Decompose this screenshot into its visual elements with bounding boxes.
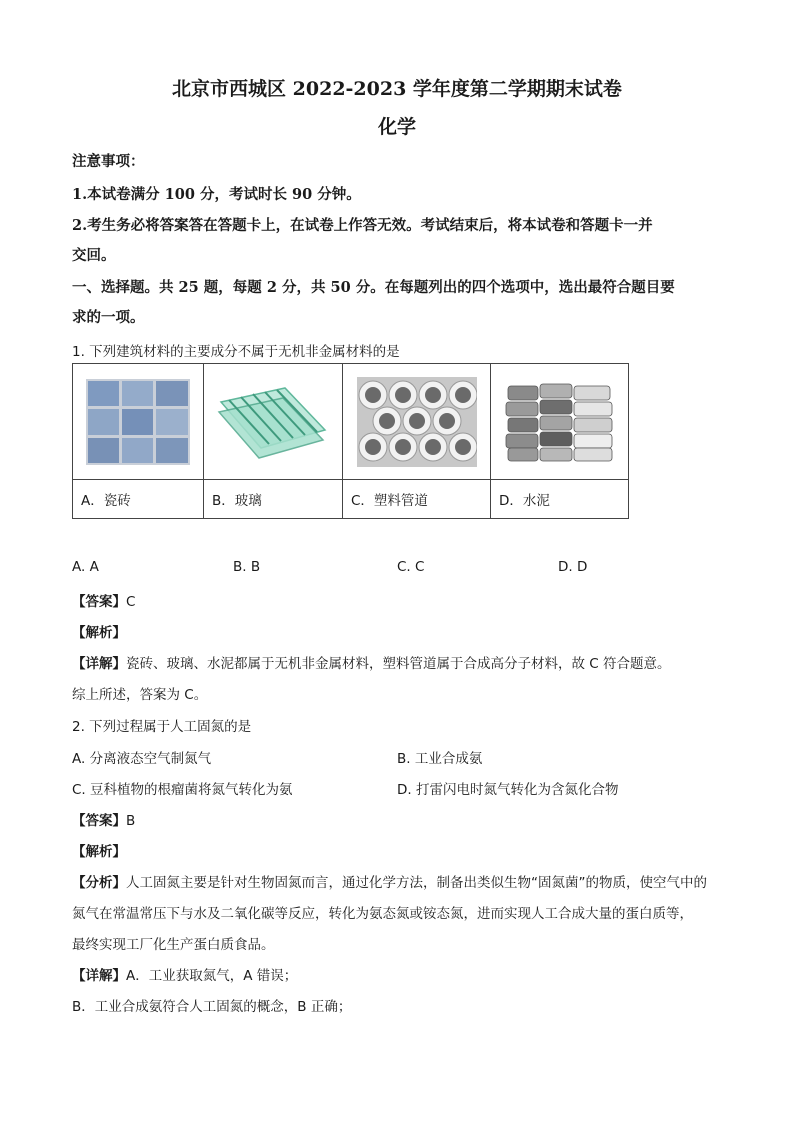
detail-text: A．工业获取氮气，A 错误；	[126, 968, 298, 984]
q2-analysis-heading	[72, 840, 126, 860]
q1-summary: 综上所述，答案为 C。	[72, 687, 208, 703]
glass-image-cell	[204, 364, 343, 480]
q1-option-d: D. D	[558, 559, 588, 575]
q2-analysis-line-2: 氮气在常温常压下与水及二氧化碳等反应，转化为氨态氮或铵态氮，进而实现人工合成大量的蛋白质等，	[72, 906, 693, 922]
q2-option-c: C. 豆科植物的根瘤菌将氮气转化为氨	[72, 782, 293, 798]
q2-option-d: D. 打雷闪电时氮气转化为含氮化合物	[397, 782, 619, 798]
detail-tag: 【详解】	[72, 656, 126, 672]
q2-analysis-line-3: 最终实现工厂化生产蛋白质食品。	[72, 937, 275, 953]
analysis-tag: 【解析】	[72, 625, 126, 641]
q2-option-a: A. 分离液态空气制氮气	[72, 751, 212, 767]
answer-tag: 【答案】	[72, 594, 126, 610]
tile-image-cell	[73, 364, 204, 480]
q1-analysis-heading	[72, 621, 126, 641]
q2-detail-b: B．工业合成氨符合人工固氮的概念，B 正确；	[72, 999, 352, 1015]
table-label-b: B．玻璃	[204, 480, 343, 519]
q1-materials-table	[72, 363, 629, 519]
notes-item-1: 1.本试卷满分 100 分，考试时长 90 分钟。	[72, 186, 361, 203]
glass-sheets-image	[215, 382, 331, 462]
detail-tag: 【详解】	[72, 968, 126, 984]
notes-item-2-line-2: 交回。	[72, 247, 116, 264]
notes-heading: 注意事项：	[72, 153, 145, 170]
cement-image-cell	[491, 364, 629, 480]
exam-title: 北京市西城区 2022-2023 学年度第二学期期末试卷	[172, 78, 622, 100]
table-label-a: A．瓷砖	[73, 480, 204, 519]
section-heading-line-2: 求的一项。	[72, 309, 145, 326]
q2-detail-a	[72, 964, 297, 984]
q2-answer	[72, 809, 135, 829]
analysis-label: 【分析】	[72, 875, 126, 891]
q2-stem: 2. 下列过程属于人工固氮的是	[72, 719, 252, 735]
subject-title: 化学	[377, 116, 416, 138]
answer-value: C	[126, 594, 136, 610]
table-label-d: D．水泥	[491, 480, 629, 519]
cement-bags-image	[504, 380, 616, 464]
pipe-image-cell	[343, 364, 491, 480]
q2-option-b: B. 工业合成氨	[397, 751, 483, 767]
analysis-text: 人工固氮主要是针对生物固氮而言，通过化学方法，制备出类似生物“固氮菌”的物质，使空气中的	[126, 875, 707, 891]
answer-tag: 【答案】	[72, 813, 126, 829]
q1-stem: 1. 下列建筑材料的主要成分不属于无机非金属材料的是	[72, 344, 400, 360]
plastic-pipes-image	[357, 377, 477, 467]
analysis-tag: 【解析】	[72, 844, 126, 860]
notes-item-2-line-1: 2.考生务必将答案答在答题卡上，在试卷上作答无效。考试结束后，将本试卷和答题卡一并	[72, 217, 653, 234]
q1-option-b: B. B	[233, 559, 261, 575]
table-label-c: C．塑料管道	[343, 480, 491, 519]
q1-detail	[72, 652, 671, 672]
ceramic-tile-image	[86, 379, 190, 465]
q1-option-c: C. C	[397, 559, 425, 575]
q1-option-a: A. A	[72, 559, 99, 575]
answer-value: B	[126, 813, 136, 829]
q2-analysis-line-1	[72, 871, 707, 891]
section-heading-line-1: 一、选择题。共 25 题，每题 2 分，共 50 分。在每题列出的四个选项中，选出最符合题目要	[72, 279, 675, 296]
detail-text: 瓷砖、玻璃、水泥都属于无机非金属材料，塑料管道属于合成高分子材料，故 C 符合题意。	[126, 656, 671, 672]
q1-answer	[72, 590, 135, 610]
